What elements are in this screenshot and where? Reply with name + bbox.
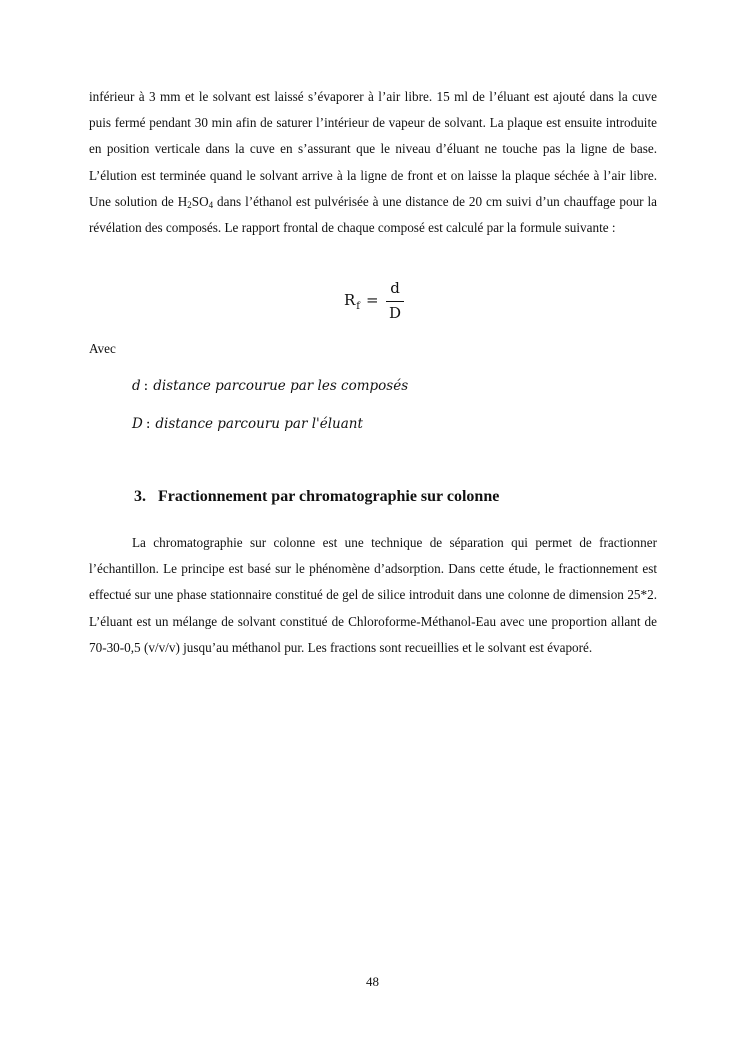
definition-d-symbol: d <box>132 378 141 394</box>
avec-label: Avec <box>89 341 116 356</box>
formula-fraction <box>385 276 405 324</box>
fraction-bar <box>386 301 404 302</box>
page-number: 48 <box>366 974 379 989</box>
definition-capital-d <box>132 415 363 433</box>
paragraph-1-text-part-3: dans l’éthanol est pulvérisée à une distance de 20 cm suivi d’un chauffage pour la révélation des composés. Le rapport frontal de chaque composé est calculé par la formule suivante : <box>89 193 657 236</box>
rf-symbol <box>344 291 360 312</box>
rf-subscript: f <box>356 301 360 312</box>
h2so4-subscript-4: 4 <box>208 199 214 210</box>
fraction-numerator: d <box>390 279 400 297</box>
definition-d-text: distance parcourue par les composés <box>153 378 409 394</box>
section-title-text: Fractionnement par chromatographie sur colonne <box>158 488 500 505</box>
section-heading <box>134 485 499 509</box>
formula-equals-sign: = <box>366 291 379 309</box>
paragraph-column-chromatography: La chromatographie sur colonne est une technique de séparation qui permet de fractionner l’échantillon. Le principe est basé sur le phénomène d’adsorption. Dans cette étude, le fractionnement est effectué sur une phase stationnaire constitué de gel de silice introduit dans une colonne de dimension 25*2. L’éluant est un mélange de solvant constitué de Chloroforme-Méthanol-Eau avec une proportion allant de 70-30-0,5 (v/v/v) jusqu’au méthanol pur. Les fractions sont recueillies et le solvant est évaporé. <box>89 535 657 655</box>
section-number: 3. <box>134 488 146 505</box>
paragraph-method-tlc <box>89 84 657 241</box>
h2so4-subscript-2: 2 <box>187 199 192 210</box>
fraction-denominator: D <box>388 304 402 322</box>
definition-capital-d-symbol: D <box>132 416 143 432</box>
paragraph-1-text-part-2: SO <box>191 193 209 209</box>
definition-d <box>132 377 408 395</box>
definition-capital-d-text: distance parcouru par l'éluant <box>155 416 363 432</box>
rf-base: R <box>344 291 356 309</box>
paragraph-1-text-part-1: inférieur à 3 mm et le solvant est laissé s’évaporer à l’air libre. 15 ml de l’éluant est ajouté dans la cuve puis fermé pendant 30 min afin de saturer l’intérieur de vapeur de solvant. La plaque est ensuite introduite en position verticale dans la cuve en s’assurant que le niveau d’éluant ne touche pas la ligne de base. L’élution est terminée quand le solvant arrive à la ligne de front et on laisse la plaque séchée à l’air libre. Une solution de H <box>89 89 657 209</box>
definition-d-separator: : <box>143 378 149 394</box>
rf-formula <box>344 276 414 326</box>
definition-capital-d-separator: : <box>145 416 151 432</box>
